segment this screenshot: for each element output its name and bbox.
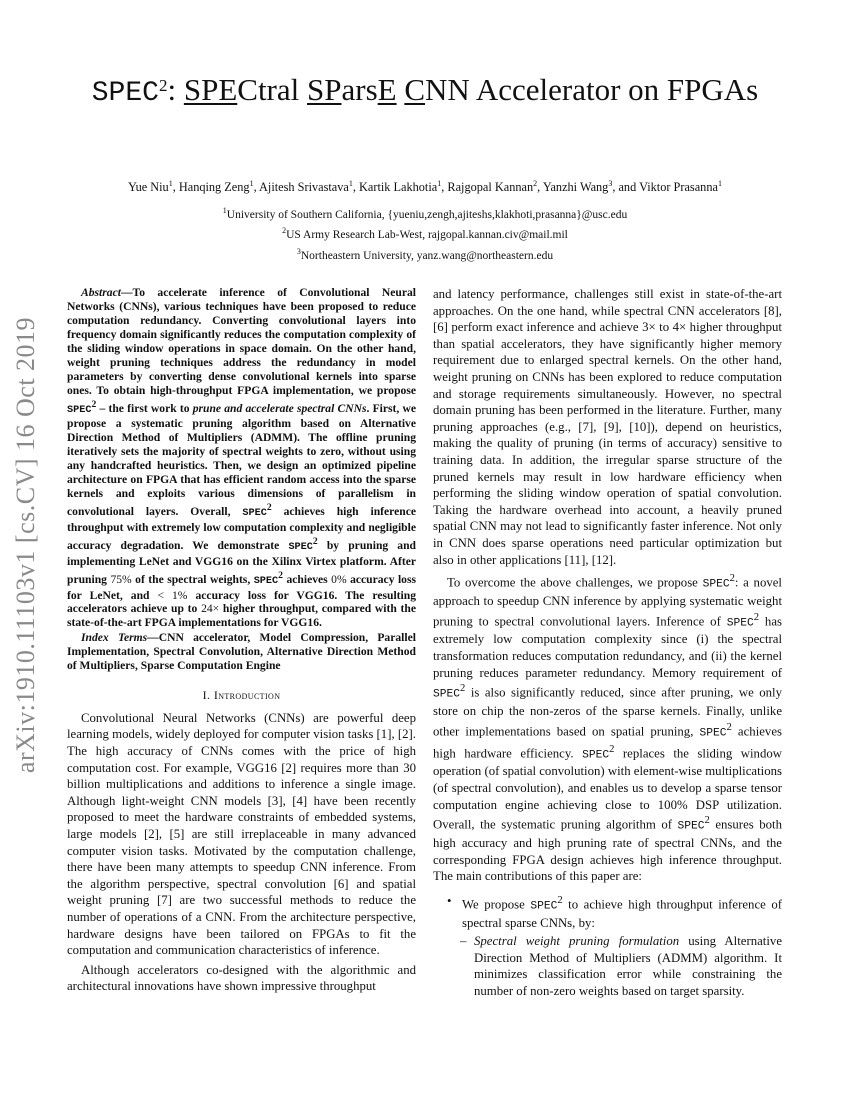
title-sup: 2 [158,76,168,95]
author: Yue Niu$^1$, [128,179,179,195]
title-ars: ars [341,72,378,107]
body-paragraph: To overcome the above challenges, we propose SPEC$^2$: a novel approach to speedup CNN inference by applying systematic weight pruning to spectral convolutional layers. Inference of SPEC$^2$ has extremely low computation complexity since (i) the spectral transformation reduces computation redundancy, and (ii) the kernel pruning reduces parameter redundancy. Memory requirement of SPEC$^2$ is also significantly reduced, since after pruning, we only store on chip the non-zeros of the sparse kernels. Finally, unlike other implementations based on spatial pruning, SPEC$^2$ achieves high hardware efficiency. SPEC$^2$ replaces the sliding window operation (of spatial convolution) with element-wise multiplications (of spectral convolution), and enables us to develop a sparse tensor computation engine achieving close to 100% DSP utilization. Overall, the systematic pruning algorithm of SPEC$^2$ ensures both high accuracy and high pruning rate of spectral CNNs, and the corresponding FPGA design achieves high inference throughput. The main contributions of this paper are: [433,573,782,884]
abstract: Abstract—To accelerate inference of Convolutional Neural Networks (CNNs), various techniques have been proposed to reduce computation redundancy. Converting convolutional layers into frequency domain significantly reduces the computation complexity of the sliding window operations in space domain. On the other hand, weight pruning techniques address the redundancy in model parameters by converting dense convolutional kernels into sparse ones. To obtain high-throughput FPGA implementation, we propose SPEC$^2$ – the first work to prune and accelerate spectral CNNs. First, we propose a systematic pruning algorithm based on Alternative Direction Method of Multipliers (ADMM). The offline pruning iteratively sets the majority of spectral weights to zero, without using any handcrafted heuristics. Then, we design an optimized pipeline architecture on FPGA that has efficient random access into the sparse kernels and exploits various dimensions of parallelism in convolutional layers. Overall, SPEC$^2$ achieves high inference throughput with extremely low computation complexity and negligible accuracy degradation. We demonstrate SPEC$^2$ by pruning and implementing LeNet and VGG16 on the Xilinx Virtex platform. After pruning 75% of the spectral weights, SPEC$^2$ achieves 0% accuracy loss for LeNet, and < 1% accuracy loss for VGG16. The resulting accelerators achieve up to 24× higher throughput, compared with the state-of-the-art FPGA implementations for VGG16. [67,286,417,630]
sub-list-item: – Spectral weight pruning formulation using Alternative Direction Method of Multipliers (ADMM) algorithm. It minimizes classification error while constraining the number of non-zero weights based on target sparsity. [460,934,782,999]
arxiv-identifier: arXiv:1910.11103v1 [cs.CV] 16 Oct 2019 [11,316,40,774]
title-spe: SPE [183,72,238,107]
author: Hanqing Zeng$^1$, [178,179,260,195]
left-column [67,286,416,995]
author: Kartik Lakhotia$^1$, [359,179,448,195]
title-sp: SP [307,72,342,107]
author-list [40,176,810,195]
contributions-list [433,893,782,1000]
body-paragraph: and latency performance, challenges still exist in state-of-the-art approaches. On the one hand, while spectral CNN accelerators [8], [6] perform exact inference and achieve 3× to 4× higher throughput than spatial accelerators, they have significantly higher memory requirement due to enlarged spectral kernels. On the other hand, weight pruning on CNNs has been explored to reduce computation and storage requirements simultaneously. However, no spectral domain pruning has been performed in the literature. Further, many pruning approaches (e.g., [7], [9], [10]), depend on heuristics, making the quality of pruning (in terms of accuracy) sensitive to training data. In addition, the irregular sparse structure of the pruned kernels may result in low hardware efficiency when performing the sliding window operation of spatial convolution. Taking the hardware overhead into account, a heavily pruned spatial CNN may not lead to significantly faster inference. Not only in CNN does sparse operations need particular optimization but also in other applications [11], [12]. [433,287,782,567]
intro-paragraph: Convolutional Neural Networks (CNNs) are powerful deep learning models, widely deployed for computer vision tasks [1], [2]. The high accuracy of CNNs comes with the price of high computation cost. For example, VGG16 [2] requires more than 30 billion multiplications and additions to inference a single image. Although light-weight CNN models [3], [4] have been recently proposed to meet the hardware constraints of embedded systems, large models [2], [5] are still irreplaceable in many advanced computer vision tasks. Motivated by the computation challenge, there have been many attempts to speedup CNN inference. From the algorithm perspective, spectral convolution [6] and spatial weight pruning [7] are two successful methods to reduce the number of operations of a CNN. From the architecture perspective, hardware designs have been tailored on FPGAs to fit the computation and communication characteristics of inference. [67,710,416,958]
affiliation: $^1$University of Southern California, {yueniu,zengh,ajiteshs,klakhoti,prasanna}@usc.edu [222,206,628,221]
paper-title [80,70,770,114]
affiliation: $^2$US Army Research Lab-West, rajgopal.kannan.civ@mail.mil [282,226,568,242]
right-column [433,286,782,1000]
title-spec: SPEC [91,78,159,109]
title-ctral: Ctral [237,72,308,107]
affiliations [120,203,730,264]
author: Ajitesh Srivastava$^1$, [259,179,360,195]
author: Yanzhi Wang$^3$, and [542,179,640,195]
title-c: C [404,72,426,107]
section-heading-introduction: I. Introduction [202,688,281,703]
author: Rajgopal Kannan$^2$, [447,179,543,195]
title-colon: : [167,72,184,107]
intro-paragraph: Although accelerators co-designed with the algorithmic and architectural innovations have shown impressive throughput [67,962,416,994]
title-rest: NN Accelerator on FPGAs [425,72,759,107]
title-e: E [377,72,397,107]
author: Viktor Prasanna$^1$ [639,179,722,195]
arxiv-sidebar [6,265,46,825]
affiliation: $^3$Northeastern University, yanz.wang@northeastern.edu [296,246,554,262]
index-terms: Index Terms—CNN accelerator, Model Compression, Parallel Implementation, Spectral Convolution, Alternative Direction Method of Multipliers, Sparse Computation Engine [67,631,416,673]
list-item: • We propose SPEC$^2$ to achieve high throughput inference of spectral sparse CNNs, by: – Spectral weight pruning formulation using Alternative Direction Method of Multipliers (ADMM) algorithm. It minimizes classification error while constraining the number of non-zero weights based on target sparsity. [433,893,782,1000]
